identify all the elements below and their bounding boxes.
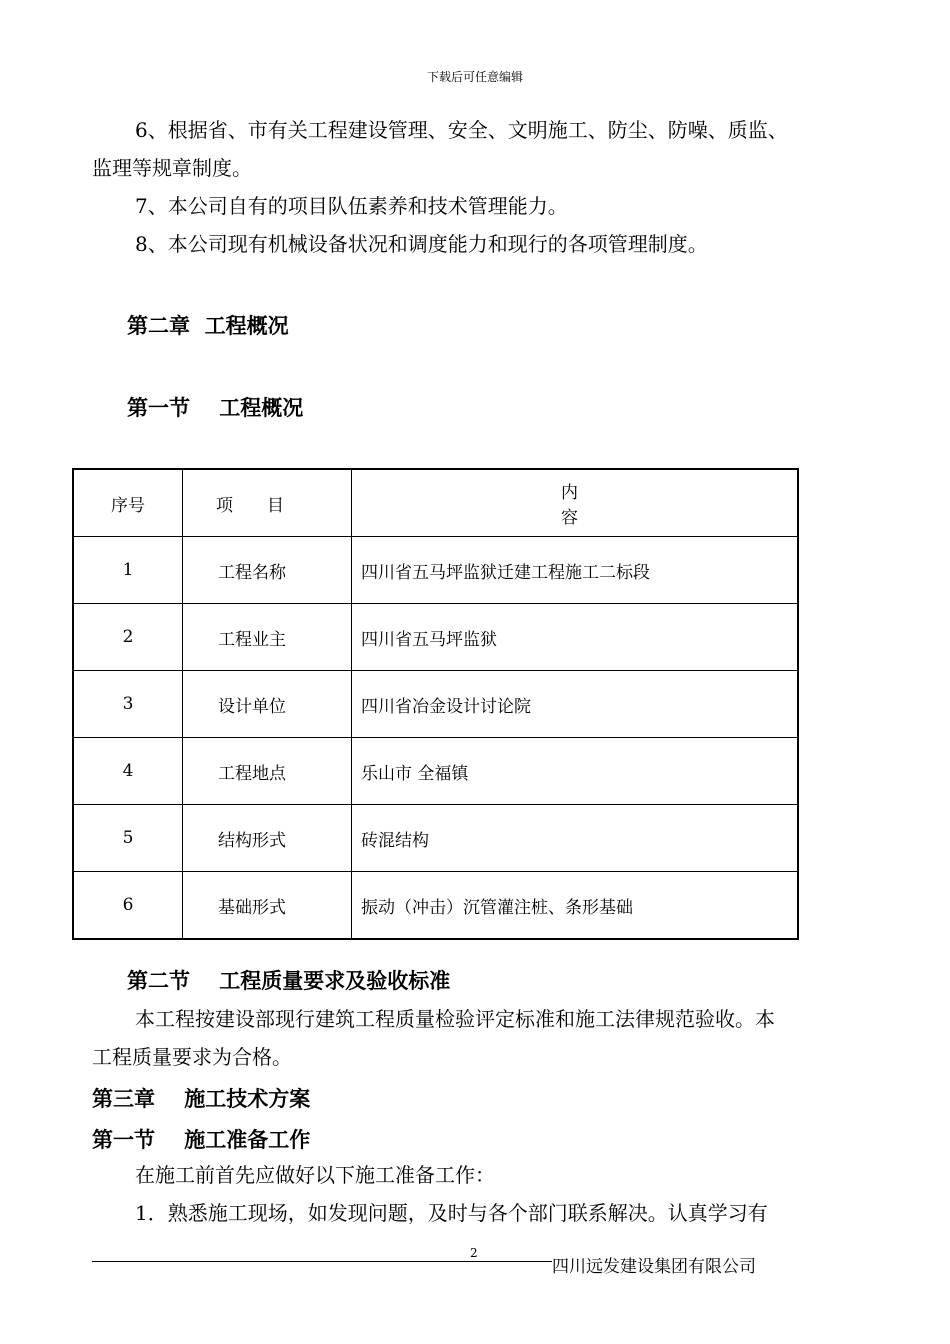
- table-row: [73, 872, 798, 940]
- table-header-row: [73, 469, 798, 537]
- footer-rule: [92, 1261, 552, 1262]
- header-content: 内容: [352, 469, 799, 537]
- row-content: 四川省冶金设计讨论院: [352, 671, 799, 738]
- row-content: 四川省五马坪监狱迁建工程施工二标段: [352, 537, 799, 604]
- table-row: [73, 537, 798, 604]
- table-row: [73, 604, 798, 671]
- row-content: 振动（冲击）沉管灌注桩、条形基础: [352, 872, 799, 940]
- page-header: 下载后可任意编辑: [426, 70, 523, 84]
- item7: 7、本公司自有的项目队伍素养和技术管理能力。: [135, 194, 568, 218]
- section3-title: 第一节 施工准备工作: [92, 1128, 311, 1152]
- row-no: 1: [73, 537, 183, 604]
- row-no: 3: [73, 671, 183, 738]
- row-item: 基础形式: [183, 872, 352, 940]
- section2-title: 第二节 工程质量要求及验收标准: [127, 969, 451, 993]
- row-item: 结构形式: [183, 805, 352, 872]
- row-item: 工程名称: [183, 537, 352, 604]
- item8: 8、本公司现有机械设备状况和调度能力和现行的各项管理制度。: [135, 232, 708, 256]
- row-item: 工程业主: [183, 604, 352, 671]
- row-no: 4: [73, 738, 183, 805]
- project-overview-table: [72, 468, 799, 940]
- row-no: 5: [73, 805, 183, 872]
- row-content: 乐山市 全福镇: [352, 738, 799, 805]
- item6-line1: 6、根据省、市有关工程建设管理、安全、文明施工、防尘、防噪、质监、: [135, 118, 788, 142]
- row-item: 设计单位: [183, 671, 352, 738]
- page-footer: [92, 1246, 756, 1277]
- section2-para-line2: 工程质量要求为合格。: [92, 1045, 292, 1069]
- chapter2-title: 第二章 工程概况: [127, 314, 289, 338]
- section2-para-line1: 本工程按建设部现行建筑工程质量检验评定标准和施工法律规范验收。本: [135, 1007, 775, 1031]
- row-item: 工程地点: [183, 738, 352, 805]
- prep-intro: 在施工前首先应做好以下施工准备工作：: [135, 1163, 495, 1187]
- row-content: 砖混结构: [352, 805, 799, 872]
- row-no: 2: [73, 604, 183, 671]
- row-content: 四川省五马坪监狱: [352, 604, 799, 671]
- table-row: [73, 805, 798, 872]
- table-row: [73, 738, 798, 805]
- prep-item1: 1．熟悉施工现场，如发现问题，及时与各个部门联系解决。认真学习有: [135, 1201, 768, 1225]
- chapter3-title: 第三章 施工技术方案: [92, 1087, 311, 1111]
- header-item: 项目: [183, 469, 352, 537]
- item6-line2: 监理等规章制度。: [92, 156, 252, 180]
- page-number: 2: [470, 1246, 478, 1260]
- footer-company: 四川远发建设集团有限公司: [552, 1257, 756, 1277]
- row-no: 6: [73, 872, 183, 940]
- header-no: 序号: [73, 469, 183, 537]
- table-row: [73, 671, 798, 738]
- section1-title: 第一节 工程概况: [127, 396, 304, 420]
